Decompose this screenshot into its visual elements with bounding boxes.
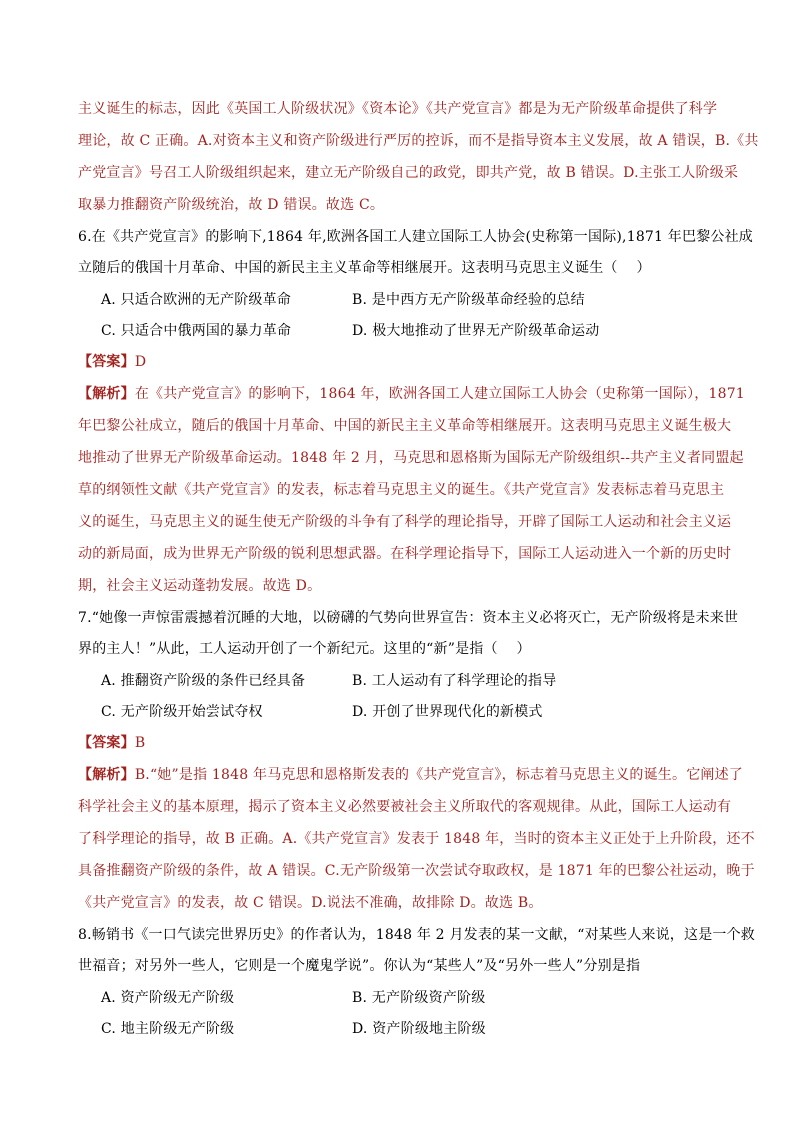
analysis-line xyxy=(78,766,743,784)
analysis-text: 产党宣言》号召工人阶级组织起来，建立无产阶级自己的政党，即共产党，故 B 错误。D.主张工人阶级采 xyxy=(78,165,739,181)
analysis-text: 了科学理论的指导，故 B 正确。A.《共产党宣言》发表于 1848 年，当时的资本主义正处于上升阶段，还不 xyxy=(78,831,755,847)
question-stem: 8.畅销书《一口气读完世界历史》的作者认为，1848 年 2 月发表的某一文献，“对某些人来说，这是一个救 xyxy=(78,927,755,943)
option-a: A. 只适合欧洲的无产阶级革命 xyxy=(101,292,292,308)
question-stem: 世福音；对另外一些人，它则是一个魔鬼学说”。你认为“某些人”及“另外一些人”分别是指 xyxy=(78,958,641,974)
analysis-text: 动的新局面，成为世界无产阶级的锐利思想武器。在科学理论指导下，国际工人运动进入一个新的历史时 xyxy=(78,546,732,562)
analysis-text: 地推动了世界无产阶级革命运动。1848 年 2 月，马克思和恩格斯为国际无产阶级组织--共产主义者同盟起 xyxy=(78,450,744,466)
analysis-tag: 【解析】 xyxy=(78,767,135,783)
analysis-text: B.“她”是指 1848 年马克思和恩格斯发表的《共产党宣言》，标志着马克思主义的诞生。它阐述了 xyxy=(134,767,743,783)
question-stem: 6.在《共产党宣言》的影响下,1864 年,欧洲各国工人建立国际工人协会(史称第一国际),1871 年巴黎公社成 xyxy=(78,229,753,245)
analysis-text: 年巴黎公社成立，随后的俄国十月革命、中国的新民主主义革命等相继展开。这表明马克思主义诞生极大 xyxy=(78,418,732,434)
option-a: A. 资产阶级无产阶级 xyxy=(101,990,235,1006)
option-d: D. 开创了世界现代化的新模式 xyxy=(352,704,543,720)
answer-line xyxy=(78,353,728,371)
analysis-text: 主义诞生的标志，因此《英国工人阶级状况》《资本论》《共产党宣言》都是为无产阶级革命提供了科学 xyxy=(78,101,718,117)
analysis-text: 理论，故 C 正确。A.对资本主义和资产阶级进行严厉的控诉，而不是指导资本主义发展，故 A 错误，B.《共 xyxy=(78,133,759,149)
analysis-text: 科学社会主义的基本原理，揭示了资本主义必然要被社会主义所取代的客观规律。从此，国际工人运动有 xyxy=(78,799,732,815)
analysis-line xyxy=(78,385,745,403)
analysis-text: 具备推翻资产阶级的条件，故 A 错误。C.无产阶级第一次尝试夺取政权，是 1871 年的巴黎公社运动，晚于 xyxy=(78,863,755,879)
option-c: C. 无产阶级开始尝试夺权 xyxy=(101,704,263,720)
option-b: B. 工人运动有了科学理论的指导 xyxy=(352,673,557,689)
analysis-text: 《共产党宣言》的发表，故 C 错误。D.说法不准确，故排除 D。故选 B。 xyxy=(78,895,543,911)
option-d: D. 极大地推动了世界无产阶级革命运动 xyxy=(352,323,600,339)
option-b: B. 是中西方无产阶级革命经验的总结 xyxy=(352,292,585,308)
answer-tag: 【答案】 xyxy=(78,735,135,751)
answer-tag: 【答案】 xyxy=(78,354,135,370)
answer-line xyxy=(78,734,728,752)
option-a: A. 推翻资产阶级的条件已经具备 xyxy=(101,673,306,689)
analysis-text: 义的诞生，马克思主义的诞生使无产阶级的斗争有了科学的理论指导，开辟了国际工人运动和社会主义运 xyxy=(78,514,732,530)
analysis-text: 在《共产党宣言》的影响下，1864 年，欧洲各国工人建立国际工人协会（史称第一国际），1871 xyxy=(134,386,745,402)
answer-value: D xyxy=(134,354,147,370)
question-stem: 7.“她像一声惊雷震撼着沉睡的大地，以磅礴的气势向世界宣告：资本主义必将灭亡，无产阶级将是未来世 xyxy=(78,610,739,626)
analysis-tag: 【解析】 xyxy=(78,386,135,402)
analysis-text: 取暴力推翻资产阶级统治，故 D 错误。故选 C。 xyxy=(78,197,385,213)
question-stem: 立随后的俄国十月革命、中国的新民主主义革命等相继展开。这表明马克思主义诞生（ ） xyxy=(78,260,651,276)
analysis-text: 期，社会主义运动蓬勃发展。故选 D。 xyxy=(78,578,322,594)
option-c: C. 地主阶级无产阶级 xyxy=(101,1021,235,1037)
option-d: D. 资产阶级地主阶级 xyxy=(352,1021,486,1037)
analysis-text: 草的纲领性文献《共产党宣言》的发表，标志着马克思主义的诞生。《共产党宣言》发表标志着马克思主 xyxy=(78,482,725,498)
question-stem: 界的主人！”从此，工人运动开创了一个新纪元。这里的“新”是指（ ） xyxy=(78,641,531,657)
answer-value: B xyxy=(134,735,146,751)
option-c: C. 只适合中俄两国的暴力革命 xyxy=(101,323,292,339)
option-b: B. 无产阶级资产阶级 xyxy=(352,990,486,1006)
